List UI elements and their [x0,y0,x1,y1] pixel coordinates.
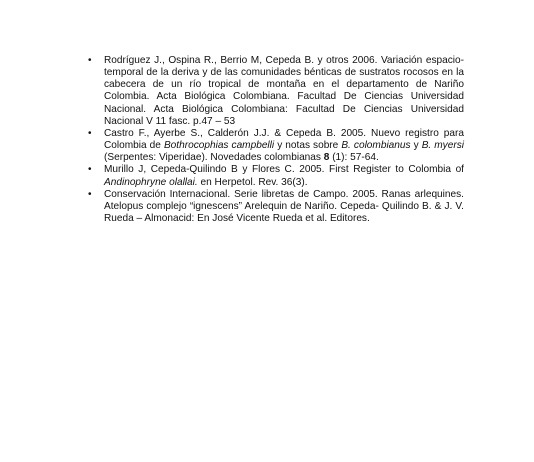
reference-item [86,164,464,188]
reference-list [86,55,464,225]
bold-text: 8 [323,152,330,164]
text-run: (Serpentes: Viperidae). Novedades colombianas [104,152,324,164]
italic-text: B. colombianus [341,140,411,152]
bullet-icon: • [88,55,92,66]
reference-text [104,128,464,163]
text-run: y notas sobre [274,140,342,152]
italic-text: Andinophryne olallai. [104,176,198,188]
italic-text: Bothrocophias campbelli [163,140,275,152]
text-run: y [410,140,422,152]
reference-item [86,128,464,164]
bullet-icon: • [88,188,92,200]
reference-text [104,55,464,127]
text-run: Castro F., Ayerbe S., Calderón J.J. & Cepeda B. 2005. Nuevo registro para Colombia de [104,127,464,152]
text-run: Rodríguez J., Ospina R., Berrio M, Cepeda B. y otros 2006. Variación espacio-temporal de la deriva y de las comunidades bénticas de sustratos rocosos en la cabecera de un río tropical de montaña en el departamento de Nariño Colombia. Acta Biológica Colombiana. Facultad De Ciencias Universidad Nacional. Acta Biológica Colombiana: Facultad De Ciencias Universidad Nacional V 11 fasc. p.47 – 53 [104,55,464,127]
text-run: (1): 57-64. [329,152,379,164]
reference-item [86,55,464,128]
reference-text [104,164,464,187]
text-run: Conservación Internacional. Serie libretas de Campo. 2005. Ranas arlequines. Atelopus complejo “ignescens” Arelequin de Nariño. Cepeda- Quilindo B. & J. V. Rueda – Almonacid: En José Vicente Rueda et al. Editores. [104,188,464,225]
reference-text [104,189,464,224]
italic-text: B. myersi [421,140,464,152]
bullet-icon: • [88,127,92,139]
bullet-icon: • [88,164,92,176]
reference-item [86,189,464,225]
text-run: Murillo J, Cepeda-Quilindo B y Flores C. 2005. First Register to Colombia of [104,164,464,176]
text-run: en Herpetol. Rev. 36(3). [197,176,308,188]
